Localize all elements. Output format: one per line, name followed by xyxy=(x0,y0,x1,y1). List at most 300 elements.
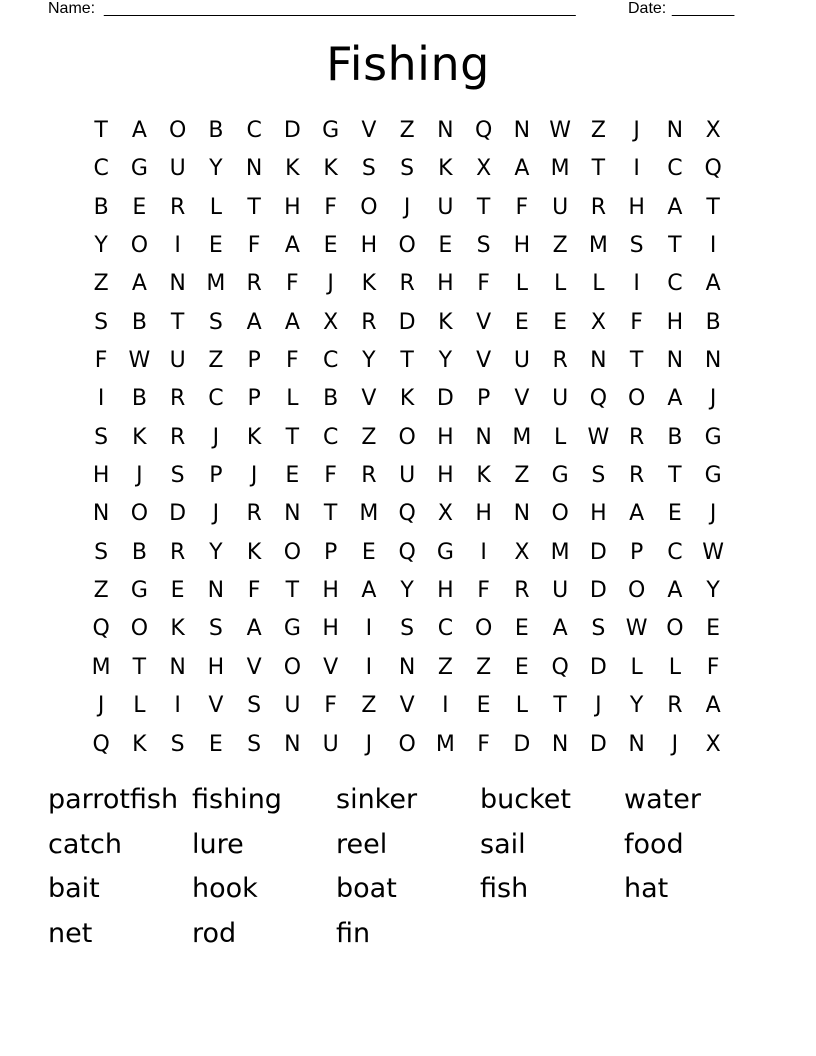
grid-letter[interactable]: H xyxy=(322,616,339,642)
grid-letter[interactable]: M xyxy=(435,731,455,757)
grid-letter[interactable]: B xyxy=(323,386,339,412)
grid-letter[interactable]: J xyxy=(403,194,411,220)
grid-letter[interactable]: A xyxy=(131,118,147,143)
grid-letter[interactable]: R xyxy=(169,424,186,450)
grid-letter[interactable]: B xyxy=(208,118,224,143)
grid-letter[interactable]: Y xyxy=(209,156,223,182)
grid-letter[interactable]: X xyxy=(437,501,453,527)
grid-letter[interactable]: D xyxy=(169,501,187,527)
grid-letter[interactable]: H xyxy=(475,501,492,527)
grid-letter[interactable]: P xyxy=(476,386,491,412)
grid-letter[interactable]: F xyxy=(286,348,299,374)
grid-letter[interactable]: J xyxy=(709,386,717,412)
grid-letter[interactable]: K xyxy=(246,424,262,450)
grid-letter[interactable]: Z xyxy=(208,348,224,374)
grid-letter[interactable]: J xyxy=(136,463,143,489)
grid-letter[interactable]: M xyxy=(550,156,570,182)
grid-letter[interactable]: A xyxy=(284,309,300,335)
grid-letter[interactable]: G xyxy=(704,463,722,489)
grid-letter[interactable]: N xyxy=(513,118,531,143)
grid-letter[interactable]: N xyxy=(704,348,722,374)
grid-letter[interactable]: C xyxy=(437,616,454,642)
grid-letter[interactable]: G xyxy=(322,118,340,143)
grid-letter[interactable]: O xyxy=(666,616,684,642)
grid-letter[interactable]: A xyxy=(667,578,683,604)
grid-letter[interactable]: X xyxy=(705,118,721,143)
grid-letter[interactable]: S xyxy=(629,233,644,259)
grid-letter[interactable]: Z xyxy=(552,233,568,259)
name-blank-line[interactable]: _____________________________________________________ xyxy=(104,0,576,17)
grid-letter[interactable]: U xyxy=(169,348,186,374)
grid-letter[interactable]: Q xyxy=(398,539,416,565)
grid-letter[interactable]: O xyxy=(360,194,378,220)
grid-letter[interactable]: E xyxy=(285,463,300,489)
grid-letter[interactable]: E xyxy=(361,539,376,565)
grid-letter[interactable]: T xyxy=(323,501,338,527)
grid-letter[interactable]: C xyxy=(322,424,339,450)
grid-letter[interactable]: G xyxy=(704,424,722,450)
grid-letter[interactable]: R xyxy=(169,194,186,220)
grid-letter[interactable]: D xyxy=(589,539,607,565)
grid-letter[interactable]: P xyxy=(323,539,338,565)
grid-letter[interactable]: J xyxy=(671,731,679,757)
grid-letter[interactable]: R xyxy=(628,463,645,489)
grid-letter[interactable]: Y xyxy=(94,233,108,259)
grid-letter[interactable]: A xyxy=(667,194,683,220)
grid-letter[interactable]: D xyxy=(589,654,607,680)
grid-letter[interactable]: Z xyxy=(93,271,109,297)
grid-letter[interactable]: W xyxy=(549,118,571,143)
grid-letter[interactable]: F xyxy=(515,194,529,220)
grid-letter[interactable]: D xyxy=(589,731,607,757)
grid-letter[interactable]: I xyxy=(174,233,181,259)
grid-letter[interactable]: N xyxy=(169,654,186,680)
grid-letter[interactable]: U xyxy=(552,578,569,604)
grid-letter[interactable]: F xyxy=(477,578,490,604)
grid-letter[interactable]: W xyxy=(625,616,648,642)
grid-letter[interactable]: N xyxy=(628,731,645,757)
grid-letter[interactable]: H xyxy=(437,271,454,297)
grid-letter[interactable]: F xyxy=(477,271,490,297)
grid-letter[interactable]: L xyxy=(592,271,605,297)
grid-letter[interactable]: D xyxy=(398,309,416,335)
grid-letter[interactable]: E xyxy=(132,194,147,220)
grid-letter[interactable]: C xyxy=(208,386,224,412)
grid-letter[interactable]: C xyxy=(246,118,262,143)
grid-letter[interactable]: Y xyxy=(400,578,414,604)
grid-letter[interactable]: S xyxy=(208,616,223,642)
grid-letter[interactable]: E xyxy=(667,501,682,527)
grid-letter[interactable]: V xyxy=(361,386,377,412)
grid-letter[interactable]: A xyxy=(629,501,645,527)
grid-letter[interactable]: I xyxy=(365,616,373,642)
grid-letter[interactable]: I xyxy=(97,386,105,412)
grid-letter[interactable]: A xyxy=(246,616,262,642)
grid-letter[interactable]: F xyxy=(247,578,261,604)
grid-letter[interactable]: H xyxy=(666,309,684,335)
grid-letter[interactable]: L xyxy=(515,271,528,297)
grid-letter[interactable]: Y xyxy=(209,539,223,565)
grid-letter[interactable]: J xyxy=(365,731,373,757)
word-bank-item: hat xyxy=(624,873,669,904)
grid-letter[interactable]: B xyxy=(667,424,683,450)
grid-letter[interactable]: R xyxy=(552,348,568,374)
grid-letter[interactable]: M xyxy=(359,501,379,527)
grid-letter[interactable]: J xyxy=(97,693,105,719)
grid-letter[interactable]: D xyxy=(589,578,607,604)
grid-letter[interactable]: B xyxy=(131,539,147,565)
grid-letter[interactable]: E xyxy=(170,578,185,604)
grid-letter[interactable]: I xyxy=(633,156,640,182)
grid-letter[interactable]: F xyxy=(477,731,490,757)
grid-letter[interactable]: V xyxy=(514,386,530,412)
grid-letter[interactable]: Y xyxy=(438,348,453,374)
grid-letter[interactable]: F xyxy=(247,233,261,259)
page-title: Fishing xyxy=(326,37,490,91)
grid-letter[interactable]: R xyxy=(246,501,262,527)
grid-letter[interactable]: X xyxy=(590,309,606,335)
grid-letter[interactable]: N xyxy=(513,501,531,527)
grid-letter[interactable]: T xyxy=(400,348,414,374)
grid-letter[interactable]: O xyxy=(627,578,646,604)
grid-letter[interactable]: N xyxy=(437,118,454,143)
grid-letter[interactable]: E xyxy=(514,654,529,680)
grid-letter[interactable]: S xyxy=(94,424,109,450)
grid-letter[interactable]: U xyxy=(552,386,569,412)
grid-letter[interactable]: V xyxy=(361,118,377,143)
grid-letter[interactable]: S xyxy=(591,463,606,489)
grid-letter[interactable]: A xyxy=(246,309,262,335)
grid-letter[interactable]: Q xyxy=(92,616,110,642)
grid-letter[interactable]: W xyxy=(587,424,610,450)
grid-letter[interactable]: N xyxy=(284,731,301,757)
grid-letter[interactable]: Y xyxy=(706,578,720,604)
grid-letter[interactable]: B xyxy=(131,386,147,412)
grid-letter[interactable]: S xyxy=(94,309,109,335)
grid-letter[interactable]: Q xyxy=(398,501,416,527)
grid-letter[interactable]: W xyxy=(702,539,724,565)
grid-letter[interactable]: R xyxy=(667,693,683,719)
grid-letter[interactable]: H xyxy=(207,654,225,680)
grid-letter[interactable]: K xyxy=(285,156,300,182)
grid-letter[interactable]: Q xyxy=(92,731,110,757)
grid-letter[interactable]: S xyxy=(94,539,109,565)
grid-letter[interactable]: S xyxy=(361,156,376,182)
grid-letter[interactable]: U xyxy=(169,156,186,182)
grid-letter[interactable]: N xyxy=(666,118,684,143)
grid-letter[interactable]: E xyxy=(323,233,338,259)
grid-letter[interactable]: Z xyxy=(93,578,109,604)
word-bank-item: bucket xyxy=(480,784,571,815)
grid-letter[interactable]: M xyxy=(91,654,111,680)
grid-letter[interactable]: P xyxy=(209,463,223,489)
grid-letter[interactable]: T xyxy=(94,118,108,143)
grid-letter[interactable]: J xyxy=(633,118,640,143)
grid-letter[interactable]: O xyxy=(130,233,149,259)
grid-letter[interactable]: R xyxy=(628,424,645,450)
grid-letter[interactable]: A xyxy=(131,271,147,297)
grid-letter[interactable]: J xyxy=(212,501,220,527)
grid-letter[interactable]: K xyxy=(170,616,185,642)
grid-letter[interactable]: Y xyxy=(629,693,644,719)
grid-letter[interactable]: M xyxy=(512,424,532,450)
grid-letter[interactable]: O xyxy=(398,731,416,757)
grid-letter[interactable]: J xyxy=(709,501,717,527)
date-blank-line[interactable]: _______ xyxy=(672,0,735,17)
grid-letter[interactable]: S xyxy=(476,233,491,259)
grid-letter[interactable]: L xyxy=(630,654,643,680)
grid-letter[interactable]: E xyxy=(208,233,223,259)
grid-letter[interactable]: H xyxy=(360,233,378,259)
grid-letter[interactable]: K xyxy=(132,424,147,450)
grid-letter[interactable]: H xyxy=(322,578,339,604)
grid-letter[interactable]: U xyxy=(513,348,530,374)
grid-letter[interactable]: J xyxy=(250,463,258,489)
grid-letter[interactable]: N xyxy=(245,156,263,182)
grid-letter[interactable]: O xyxy=(130,616,149,642)
grid-letter[interactable]: K xyxy=(323,156,338,182)
grid-letter[interactable]: C xyxy=(667,539,683,565)
grid-letter[interactable]: L xyxy=(286,386,299,412)
grid-letter[interactable]: A xyxy=(284,233,300,259)
grid-letter[interactable]: C xyxy=(667,271,683,297)
grid-letter[interactable]: D xyxy=(513,731,531,757)
grid-letter[interactable]: T xyxy=(285,578,300,604)
grid-letter[interactable]: K xyxy=(132,731,147,757)
grid-letter[interactable]: I xyxy=(480,539,487,565)
grid-letter[interactable]: H xyxy=(437,424,454,450)
grid-letter[interactable]: S xyxy=(170,731,185,757)
grid-letter[interactable]: F xyxy=(94,348,108,374)
grid-letter[interactable]: L xyxy=(515,693,528,719)
grid-letter[interactable]: H xyxy=(513,233,531,259)
grid-letter[interactable]: Y xyxy=(362,348,376,374)
grid-letter[interactable]: N xyxy=(398,654,416,680)
grid-letter[interactable]: L xyxy=(553,271,567,297)
grid-letter[interactable]: B xyxy=(93,194,109,220)
grid-letter[interactable]: V xyxy=(399,693,415,719)
grid-letter[interactable]: K xyxy=(476,463,491,489)
grid-letter[interactable]: G xyxy=(130,578,148,604)
grid-letter[interactable]: K xyxy=(438,156,453,182)
grid-letter[interactable]: C xyxy=(667,156,683,182)
word-bank-item: fish xyxy=(480,873,529,904)
grid-letter[interactable]: S xyxy=(400,616,415,642)
grid-letter[interactable]: E xyxy=(476,693,491,719)
grid-letter[interactable]: F xyxy=(324,463,337,489)
grid-letter[interactable]: T xyxy=(553,693,567,719)
grid-letter[interactable]: N xyxy=(551,731,569,757)
grid-letter[interactable]: L xyxy=(553,424,567,450)
grid-letter[interactable]: E xyxy=(514,309,529,335)
grid-letter[interactable]: A xyxy=(705,271,721,297)
word-bank-item: reel xyxy=(336,828,388,860)
grid-letter[interactable]: O xyxy=(283,539,302,565)
grid-letter[interactable]: J xyxy=(327,271,334,297)
grid-letter[interactable]: A xyxy=(705,693,721,719)
grid-letter[interactable]: T xyxy=(706,194,720,220)
grid-letter[interactable]: R xyxy=(169,539,186,565)
grid-letter[interactable]: G xyxy=(283,616,301,642)
grid-letter[interactable]: I xyxy=(174,693,181,719)
grid-letter[interactable]: L xyxy=(209,194,222,220)
grid-letter[interactable]: X xyxy=(514,539,530,565)
grid-letter[interactable]: T xyxy=(668,233,682,259)
grid-letter[interactable]: W xyxy=(128,348,151,374)
grid-letter[interactable]: H xyxy=(437,578,454,604)
grid-letter[interactable]: V xyxy=(208,693,224,719)
grid-letter[interactable]: E xyxy=(553,309,568,335)
grid-letter[interactable]: F xyxy=(706,654,720,680)
grid-letter[interactable]: J xyxy=(212,424,220,450)
grid-letter[interactable]: X xyxy=(476,156,492,182)
grid-letter[interactable]: K xyxy=(399,386,415,412)
grid-letter[interactable]: A xyxy=(552,616,568,642)
grid-letter[interactable]: S xyxy=(591,616,606,642)
grid-letter[interactable]: Z xyxy=(361,693,377,719)
grid-letter[interactable]: O xyxy=(398,424,416,450)
grid-letter[interactable]: I xyxy=(365,654,373,680)
grid-letter[interactable]: I xyxy=(709,233,717,259)
grid-letter[interactable]: E xyxy=(208,731,223,757)
word-bank-item: hook xyxy=(192,873,258,904)
grid-letter[interactable]: H xyxy=(437,463,454,489)
grid-letter[interactable]: U xyxy=(399,463,416,489)
grid-letter[interactable]: Z xyxy=(476,654,492,680)
grid-letter[interactable]: N xyxy=(666,348,684,374)
grid-letter[interactable]: T xyxy=(285,424,300,450)
grid-letter[interactable]: Z xyxy=(399,118,415,143)
grid-letter[interactable]: O xyxy=(130,501,149,527)
grid-letter[interactable]: V xyxy=(476,309,492,335)
grid-letter[interactable]: R xyxy=(361,463,377,489)
grid-letter[interactable]: G xyxy=(551,463,569,489)
grid-letter[interactable]: T xyxy=(476,194,491,220)
grid-letter[interactable]: N xyxy=(284,501,301,527)
grid-letter[interactable]: S xyxy=(247,731,262,757)
word-bank-item: fishing xyxy=(192,784,282,815)
grid-letter[interactable]: O xyxy=(168,118,187,143)
grid-letter[interactable]: R xyxy=(246,271,262,297)
grid-letter[interactable]: L xyxy=(133,693,146,719)
grid-letter[interactable]: E xyxy=(706,616,721,642)
grid-letter[interactable]: B xyxy=(705,309,721,335)
grid-letter[interactable]: O xyxy=(398,233,416,259)
grid-letter[interactable]: T xyxy=(170,309,185,335)
grid-letter[interactable]: A xyxy=(514,156,530,182)
grid-letter[interactable]: M xyxy=(206,271,226,297)
grid-letter[interactable]: R xyxy=(590,194,607,220)
grid-letter[interactable]: T xyxy=(591,156,606,182)
word-bank-item: catch xyxy=(48,828,122,860)
grid-letter[interactable]: U xyxy=(552,194,569,220)
grid-letter[interactable]: Q xyxy=(704,156,722,182)
grid-letter[interactable]: S xyxy=(400,156,415,182)
grid-letter[interactable]: N xyxy=(169,271,186,297)
grid-letter[interactable]: X xyxy=(705,731,721,757)
grid-letter[interactable]: O xyxy=(551,501,569,527)
grid-letter[interactable]: R xyxy=(514,578,530,604)
grid-letter[interactable]: T xyxy=(668,463,682,489)
grid-letter[interactable]: F xyxy=(324,693,337,719)
grid-letter[interactable]: O xyxy=(627,386,646,412)
grid-letter[interactable]: Q xyxy=(589,386,608,412)
grid-letter[interactable]: C xyxy=(322,348,339,374)
grid-letter[interactable]: O xyxy=(283,654,302,680)
grid-letter[interactable]: P xyxy=(629,539,644,565)
grid-letter[interactable]: P xyxy=(247,386,261,412)
grid-letter[interactable]: R xyxy=(169,386,186,412)
grid-letter[interactable]: K xyxy=(246,539,262,565)
word-bank-item: fin xyxy=(336,917,371,949)
grid-letter[interactable]: T xyxy=(629,348,644,374)
grid-letter[interactable]: H xyxy=(590,501,607,527)
grid-letter[interactable]: C xyxy=(93,156,109,182)
grid-letter[interactable]: I xyxy=(442,693,449,719)
grid-letter[interactable]: E xyxy=(514,616,529,642)
grid-letter[interactable]: T xyxy=(132,654,147,680)
grid-letter[interactable]: D xyxy=(283,118,301,143)
grid-letter[interactable]: A xyxy=(667,386,683,412)
grid-letter[interactable]: U xyxy=(284,693,301,719)
grid-letter[interactable]: F xyxy=(286,271,299,297)
grid-letter[interactable]: U xyxy=(322,731,339,757)
grid-letter[interactable]: R xyxy=(399,271,415,297)
grid-letter[interactable]: R xyxy=(361,309,377,335)
grid-letter[interactable]: U xyxy=(437,194,454,220)
grid-letter[interactable]: N xyxy=(207,578,225,604)
grid-letter[interactable]: O xyxy=(474,616,493,642)
grid-letter[interactable]: S xyxy=(170,463,185,489)
grid-letter[interactable]: F xyxy=(630,309,643,335)
grid-letter[interactable]: Q xyxy=(474,118,493,143)
grid-letter[interactable]: N xyxy=(92,501,110,527)
grid-letter[interactable]: H xyxy=(92,463,110,489)
grid-letter[interactable]: T xyxy=(247,194,261,220)
grid-letter[interactable]: B xyxy=(131,309,147,335)
grid-letter[interactable]: X xyxy=(323,309,339,335)
grid-letter[interactable]: Z xyxy=(361,424,377,450)
grid-letter[interactable]: K xyxy=(361,271,377,297)
grid-letter[interactable]: M xyxy=(588,233,608,259)
grid-letter[interactable]: Z xyxy=(437,654,453,680)
grid-letter[interactable]: N xyxy=(590,348,607,374)
grid-letter[interactable]: F xyxy=(324,194,337,220)
grid-letter[interactable]: S xyxy=(208,309,223,335)
grid-letter[interactable]: Z xyxy=(590,118,606,143)
grid-letter[interactable]: H xyxy=(284,194,301,220)
grid-letter[interactable]: G xyxy=(130,156,148,182)
grid-letter[interactable]: V xyxy=(476,348,492,374)
grid-letter[interactable]: M xyxy=(550,539,570,565)
grid-letter[interactable]: V xyxy=(323,654,339,680)
grid-letter[interactable]: S xyxy=(247,693,262,719)
grid-letter[interactable]: I xyxy=(633,271,640,297)
grid-letter[interactable]: Q xyxy=(551,654,569,680)
grid-letter[interactable]: J xyxy=(595,693,602,719)
grid-letter[interactable]: E xyxy=(438,233,453,259)
grid-letter[interactable]: L xyxy=(668,654,681,680)
grid-letter[interactable]: K xyxy=(438,309,453,335)
grid-letter[interactable]: D xyxy=(436,386,454,412)
grid-letter[interactable]: G xyxy=(436,539,454,565)
grid-letter[interactable]: N xyxy=(475,424,492,450)
grid-letter[interactable]: H xyxy=(628,194,645,220)
grid-letter[interactable]: Z xyxy=(514,463,530,489)
grid-letter[interactable]: P xyxy=(247,348,261,374)
grid-letter[interactable]: V xyxy=(246,654,262,680)
grid-letter[interactable]: A xyxy=(361,578,377,604)
